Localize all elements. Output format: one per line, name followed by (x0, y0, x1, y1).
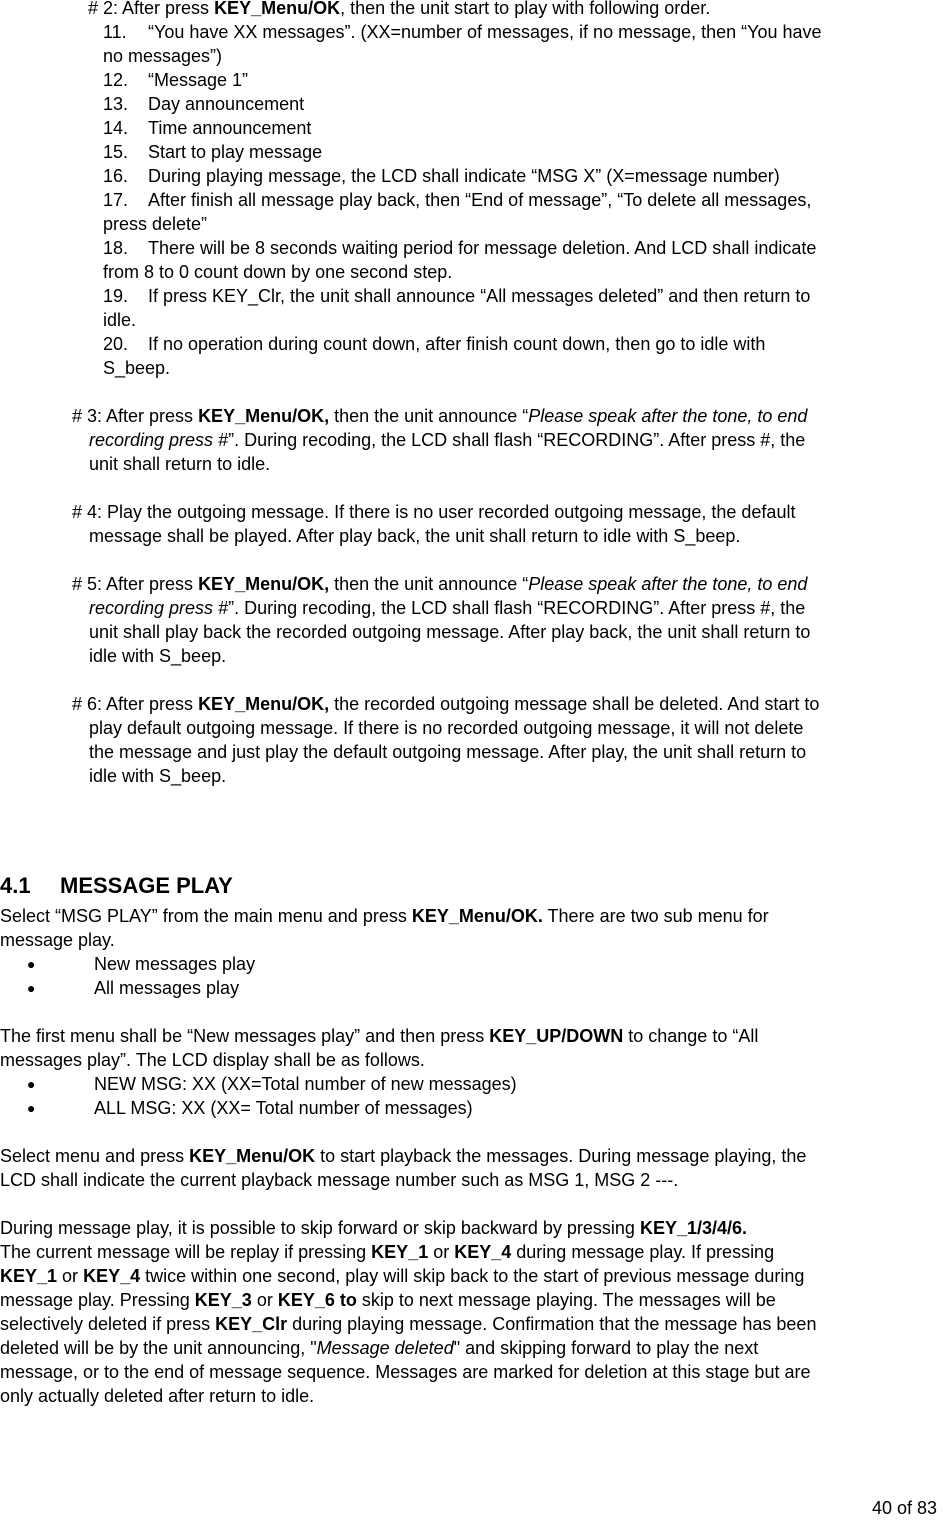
paragraph-select-msg-play (0, 904, 943, 952)
p4-line-4-rest: skip to next message playing. The messages will be (356, 1290, 776, 1310)
item-3-italic-2: recording press # (89, 430, 229, 450)
item-4-line-2: message shall be played. After play back, the unit shall return to idle with S_beep. (89, 526, 741, 546)
list-number: 20. (103, 334, 129, 354)
paragraph-start-playback (0, 1144, 943, 1192)
item-3-rest: ”. During recoding, the LCD shall flash “RECORDING”. After press #, the (228, 430, 806, 450)
page-number: 40 of 83 (871, 1498, 937, 1518)
list-text: “Message 1” (148, 70, 249, 90)
list-item-14 (103, 116, 933, 140)
lcd-bullet-list (0, 1072, 943, 1120)
p4-key-1: KEY_1 (371, 1242, 429, 1262)
list-number: 19. (103, 286, 129, 306)
item-3-key: KEY_Menu/OK, (198, 406, 330, 426)
p4-line-8: only actually deleted after return to idle. (0, 1386, 315, 1406)
list-item-11 (103, 20, 933, 68)
item-2-key: KEY_Menu/OK (214, 0, 341, 18)
list-number: 14. (103, 118, 129, 138)
p3-text-b: to start playback the messages. During message playing, the (315, 1146, 807, 1166)
p4-line-5-rest: during playing message. Confirmation that the message has been (287, 1314, 817, 1334)
list-item-15 (103, 140, 933, 164)
item-3-line-2 (72, 428, 942, 452)
list-text-continued: idle. (103, 310, 137, 330)
paragraph-first-menu (0, 1024, 943, 1072)
bullet-text: ALL MSG: XX (XX= Total number of messages) (94, 1098, 473, 1118)
paragraph-skip-controls (0, 1216, 943, 1408)
list-text: After finish all message play back, then “End of message”, “To delete all messages, (148, 190, 812, 210)
p4-key-3: KEY_3 (194, 1290, 252, 1310)
p4-key-4-b: KEY_4 (83, 1266, 141, 1286)
bullet-text: New messages play (94, 954, 256, 974)
item-3-prefix: # 3: After press (72, 406, 199, 426)
list-text: If press KEY_Clr, the unit shall announce “All messages deleted” and then return to (148, 286, 811, 306)
list-number: 16. (103, 166, 129, 186)
p2-key: KEY_UP/DOWN (489, 1026, 624, 1046)
p4-message-deleted: Message deleted (316, 1338, 454, 1358)
bullet-dot-icon: ● (27, 956, 36, 972)
p4-or: or (428, 1242, 455, 1262)
list-item-16 (103, 164, 933, 188)
p4-line-6-rest: " and skipping forward to play the next (453, 1338, 759, 1358)
item-6-rest: the recorded outgoing message shall be deleted. And start to (329, 694, 820, 714)
bullet-item (0, 1096, 943, 1120)
item-5 (72, 572, 942, 668)
list-item-20 (103, 332, 933, 380)
list-text: During playing message, the LCD shall indicate “MSG X” (X=message number) (148, 166, 780, 186)
p4-key-1-b: KEY_1 (0, 1266, 58, 1286)
item-6-prefix: # 6: After press (72, 694, 199, 714)
list-text-continued: press delete” (103, 214, 208, 234)
item-5-mid: then the unit announce “ (329, 574, 529, 594)
list-text-continued: from 8 to 0 count down by one second step. (103, 262, 453, 282)
p2-line-2: messages play”. The LCD display shall be as follows. (0, 1050, 425, 1070)
item-5-prefix: # 5: After press (72, 574, 199, 594)
p4-line-5: selectively deleted if press (0, 1314, 216, 1334)
bullet-dot-icon: ● (27, 980, 36, 996)
list-number: 12. (103, 70, 129, 90)
p4-key-1346: KEY_1/3/4/6. (639, 1218, 748, 1238)
section-title: MESSAGE PLAY (60, 873, 233, 898)
p4-line-3-rest: twice within one second, play will skip back to the start of previous message during (140, 1266, 805, 1286)
item-5-italic-2: recording press # (89, 598, 229, 618)
list-item-17 (103, 188, 933, 236)
p4-key-6: KEY_6 to (277, 1290, 357, 1310)
bullet-dot-icon: ● (27, 1076, 36, 1092)
item-5-line-2 (72, 596, 942, 620)
item-3 (72, 404, 942, 476)
list-text: Time announcement (148, 118, 312, 138)
p4-key-clr: KEY_Clr (215, 1314, 288, 1334)
list-text: “You have XX messages”. (XX=number of messages, if no message, then “You have (148, 22, 822, 42)
section-number: 4.1 (0, 873, 31, 898)
list-text: Day announcement (148, 94, 305, 114)
submenu-bullet-list (0, 952, 943, 1000)
p4-key-4: KEY_4 (454, 1242, 512, 1262)
bullet-item (0, 976, 943, 1000)
list-text: Start to play message (148, 142, 323, 162)
p2-text-a: The first menu shall be “New messages play” and then press (0, 1026, 490, 1046)
item-3-line-3: unit shall return to idle. (89, 454, 271, 474)
p3-text-a: Select menu and press (0, 1146, 190, 1166)
item-5-rest: ”. During recoding, the LCD shall flash “RECORDING”. After press #, the (228, 598, 806, 618)
bullet-text: All messages play (94, 978, 240, 998)
p3-key: KEY_Menu/OK (189, 1146, 316, 1166)
bullet-dot-icon: ● (27, 1100, 36, 1116)
p1-line-2: message play. (0, 930, 115, 950)
item-3-italic: Please speak after the tone, to end (528, 406, 808, 426)
item-2-intro (88, 0, 938, 20)
list-number: 18. (103, 238, 129, 258)
list-item-18 (103, 236, 933, 284)
item-2-numbered-list (103, 20, 933, 380)
p4-line-4: message play. Pressing (0, 1290, 195, 1310)
item-5-line-4: idle with S_beep. (89, 646, 227, 666)
p4-line-1: During message play, it is possible to skip forward or skip backward by pressing (0, 1218, 640, 1238)
list-number: 11. (103, 22, 127, 42)
p1-key: KEY_Menu/OK. (411, 906, 543, 926)
section-heading (0, 872, 233, 900)
bullet-item (0, 952, 943, 976)
list-item-13 (103, 92, 933, 116)
bullet-item (0, 1072, 943, 1096)
p1-text-b: There are two sub menu for (542, 906, 769, 926)
p4-or-c: or (251, 1290, 278, 1310)
p4-line-2: The current message will be replay if pressing (0, 1242, 372, 1262)
p2-text-b: to change to “All (623, 1026, 759, 1046)
list-text-continued: no messages”) (103, 46, 223, 66)
item-6-line-2: play default outgoing message. If there is no recorded outgoing message, it will not delete (89, 718, 804, 738)
list-text: There will be 8 seconds waiting period for message deletion. And LCD shall indicate (148, 238, 817, 258)
item-4-line-1: # 4: Play the outgoing message. If there is no user recorded outgoing message, the default (72, 502, 796, 522)
list-item-19 (103, 284, 933, 332)
item-2-text: , then the unit start to play with following order. (340, 0, 711, 18)
list-item-12 (103, 68, 933, 92)
bullet-text: NEW MSG: XX (XX=Total number of new messages) (94, 1074, 517, 1094)
list-number: 15. (103, 142, 129, 162)
item-4 (72, 500, 942, 548)
item-3-line-1 (72, 404, 942, 428)
p4-line-2-rest: during message play. If pressing (511, 1242, 775, 1262)
item-6-line-1 (72, 692, 942, 716)
list-text-continued: S_beep. (103, 358, 171, 378)
item-6-line-4: idle with S_beep. (89, 766, 227, 786)
p1-text-a: Select “MSG PLAY” from the main menu and press (0, 906, 412, 926)
p4-line-7: message, or to the end of message sequence. Messages are marked for deletion at this stage but are (0, 1362, 811, 1382)
item-5-italic: Please speak after the tone, to end (528, 574, 808, 594)
item-6-line-3: the message and just play the default outgoing message. After play, the unit shall return to (89, 742, 807, 762)
list-text: If no operation during count down, after finish count down, then go to idle with (148, 334, 766, 354)
item-6-key: KEY_Menu/OK, (198, 694, 330, 714)
p3-line-2: LCD shall indicate the current playback message number such as MSG 1, MSG 2 ---. (0, 1170, 679, 1190)
list-number: 13. (103, 94, 129, 114)
p4-or-b: or (57, 1266, 84, 1286)
item-2-prefix: # 2: After press (88, 0, 215, 18)
item-3-mid: then the unit announce “ (329, 406, 529, 426)
item-5-line-1 (72, 572, 942, 596)
item-5-line-3: unit shall play back the recorded outgoing message. After play back, the unit shall return to (89, 622, 811, 642)
item-5-key: KEY_Menu/OK, (198, 574, 330, 594)
item-6 (72, 692, 942, 788)
p4-line-6: deleted will be by the unit announcing, " (0, 1338, 317, 1358)
list-number: 17. (103, 190, 129, 210)
